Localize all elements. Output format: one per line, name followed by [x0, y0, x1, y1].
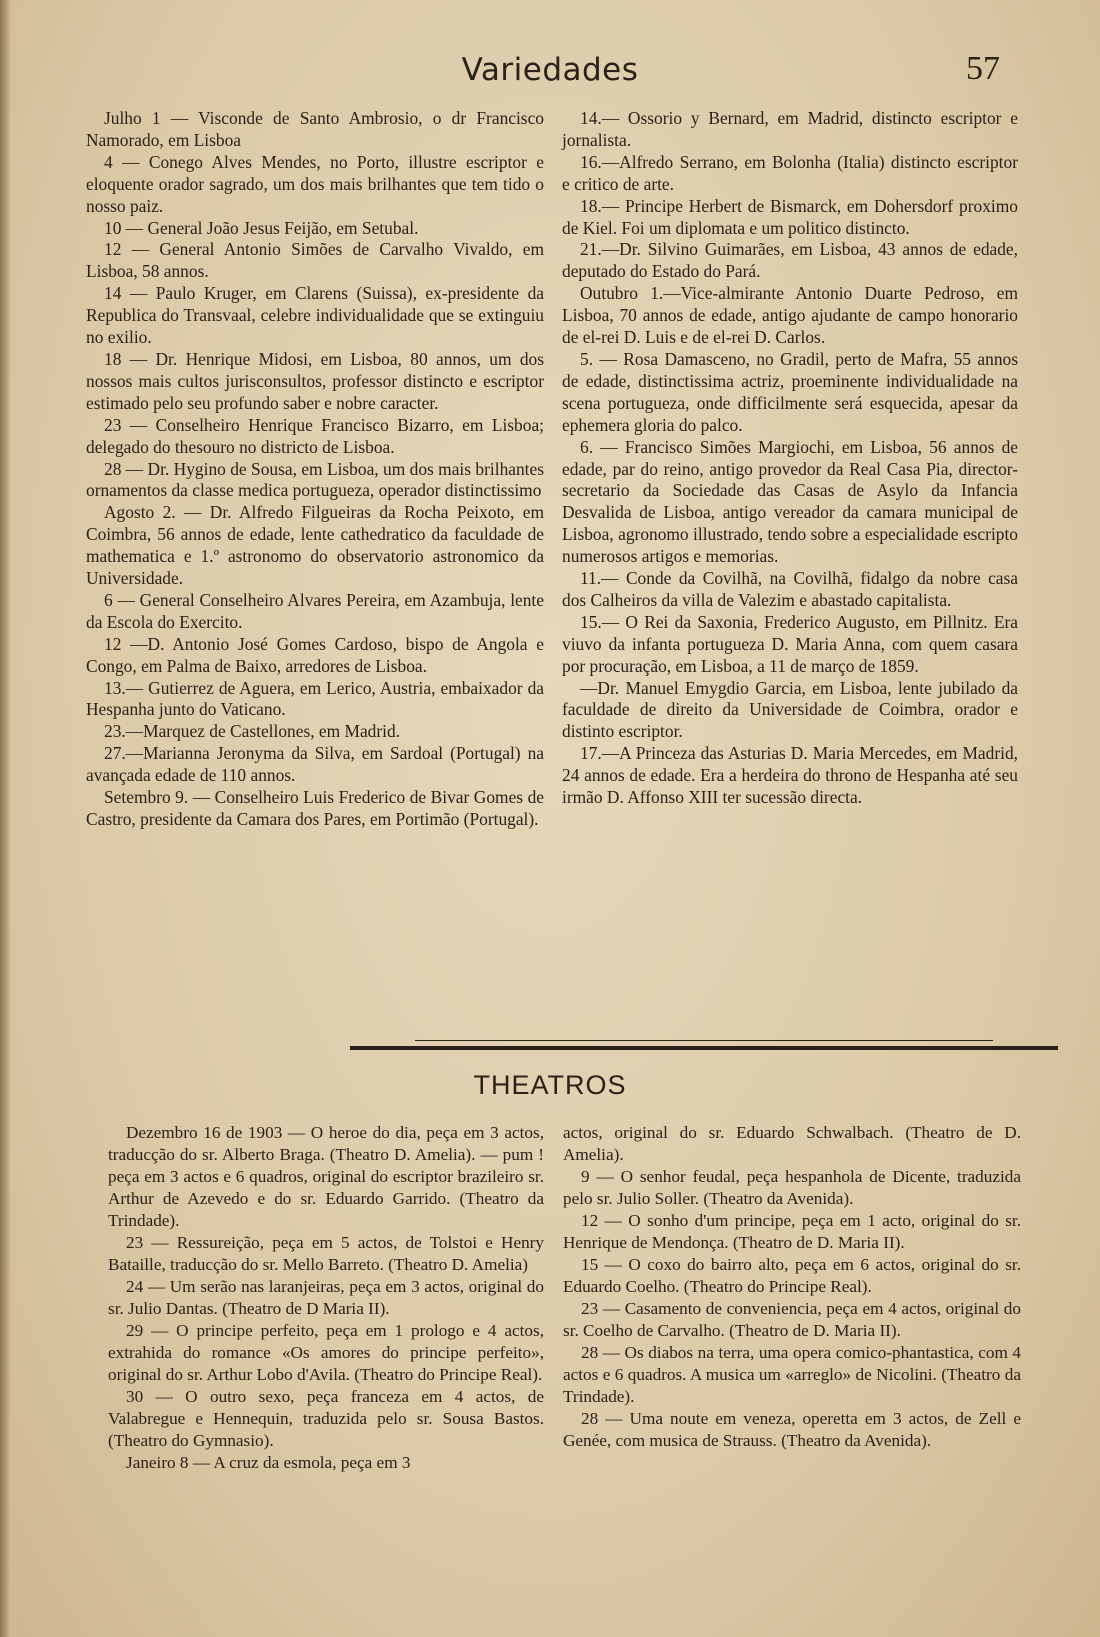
paragraph: 6. — Francisco Simões Margiochi, em Lisboa, 56 annos de edade, par do reino, antigo provedor da Real Casa Pia, director-secretario da Sociedade das Casas de Asylo da Infancia Desvalida de Lisboa, antigo vereador da camara municipal de Lisboa, agronomo illustrado, tendo sobre a especialidade escripto numerosos artigos e memorias.: [562, 436, 1018, 567]
paragraph: 12 — O sonho d'um principe, peça em 1 acto, original do sr. Henrique de Mendonça. (Theatro de D. Maria II).: [563, 1211, 1021, 1252]
paragraph: 14 — Paulo Kruger, em Clarens (Suissa), ex-presidente da Republica do Transvaal, celebre individualidade que se extinguiu no exilio.: [86, 283, 544, 348]
paragraph: Julho 1 — Visconde de Santo Ambrosio, o dr Francisco Namorado, em Lisboa: [86, 108, 544, 150]
paragraph: 28 — Os diabos na terra, uma opera comico-phantastica, com 4 actos e 6 quadros. A musica um «arreglo» de Nicolini. (Theatro da Trindade).: [563, 1343, 1021, 1406]
paragraph: actos, original do sr. Eduardo Schwalbach. (Theatro de D. Amelia).: [563, 1123, 1021, 1164]
paragraph: 24 — Um serão nas laranjeiras, peça em 3 actos, original do sr. Julio Dantas. (Theatro de D Maria II).: [108, 1277, 544, 1318]
paragraph: 13.— Gutierrez de Aguera, em Lerico, Austria, embaixador da Hespanha junto do Vaticano.: [86, 677, 544, 720]
obituaries-left-column: [86, 108, 544, 831]
section-divider: [350, 1046, 1058, 1050]
page-title: Variedades: [461, 52, 639, 88]
paragraph: 10 — General João Jesus Feijão, em Setubal.: [104, 217, 419, 238]
paragraph: 23 — Casamento de conveniencia, peça em 4 actos, original do sr. Coelho de Carvalho. (Theatro de D. Maria II).: [563, 1299, 1021, 1340]
paragraph: 17.—A Princeza das Asturias D. Maria Mercedes, em Madrid, 24 annos de edade. Era a herdeira do throno de Hespanha até seu irmão D. Affonso XIII ter sucessão directa.: [562, 743, 1018, 808]
paragraph: 15.— O Rei da Saxonia, Frederico Augusto, em Pillnitz. Era viuvo da infanta portugueza D. Maria Anna, com quem casara por procuração, em Lisboa, a 11 de março de 1859.: [562, 611, 1018, 676]
paragraph: 12 —D. Antonio José Gomes Cardoso, bispo de Angola e Congo, em Palma de Baixo, arredores de Lisboa.: [86, 633, 544, 676]
paragraph: 14.— Ossorio y Bernard, em Madrid, distincto escriptor e jornalista.: [562, 108, 1018, 150]
paragraph: 11.— Conde da Covilhã, na Covilhã, fidalgo da nobre casa dos Calheiros da villa de Valezim e abastado capitalista.: [562, 568, 1018, 610]
paragraph: 5. — Rosa Damasceno, no Gradil, perto de Mafra, 55 annos de edade, distinctissima actriz, proeminente individualidade na scena portugueza, onde difficilmente será esquecida, apesar da ephemera gloria do palco.: [562, 348, 1018, 435]
divider-thick-rule: [350, 1046, 1058, 1050]
obituaries-right-column: [562, 108, 1018, 809]
paragraph: Agosto 2. — Dr. Alfredo Filgueiras da Rocha Peixoto, em Coimbra, 56 annos de edade, lente cathedratico da faculdade de mathematica e 1.º astronomo do observatorio astronomico da Universidade.: [86, 502, 544, 589]
paragraph: 28 — Dr. Hygino de Sousa, em Lisboa, um dos mais brilhantes ornamentos da classe medica portugueza, operador distinctissimo: [86, 458, 544, 501]
paragraph: 23 — Conselheiro Henrique Francisco Bizarro, em Lisboa; delegado do thesouro no districto de Lisboa.: [86, 414, 544, 457]
paragraph: 21.—Dr. Silvino Guimarães, em Lisboa, 43 annos de edade, deputado do Estado do Pará.: [562, 239, 1018, 282]
paragraph: Dezembro 16 de 1903 — O heroe do dia, peça em 3 actos, traducção do sr. Alberto Braga. (Theatro D. Amelia). — pum ! peça em 3 actos e 6 quadros, original do escriptor brazileiro sr. Arthur de Azevedo e do sr. Eduardo Garrido. (Theatro da Trindade).: [108, 1123, 544, 1230]
paragraph: 23 — Ressureição, peça em 5 actos, de Tolstoi e Henry Bataille, traducção do sr. Mello Barreto. (Theatro D. Amelia): [108, 1233, 544, 1274]
page-number: 57: [966, 50, 1000, 87]
paragraph: Outubro 1.—Vice-almirante Antonio Duarte Pedroso, em Lisboa, 70 annos de edade, antigo ajudante de campo honorario de el-rei D. Luis e de el-rei D. Carlos.: [562, 283, 1018, 348]
paragraph: 4 — Conego Alves Mendes, no Porto, illustre escriptor e eloquente orador sagrado, um dos mais brilhantes que tem tido o nosso paiz.: [86, 151, 544, 216]
paragraph: 12 — General Antonio Simões de Carvalho Vivaldo, em Lisboa, 58 annos.: [86, 239, 544, 282]
paragraph: 29 — O principe perfeito, peça em 1 prologo e 4 actos, extrahida do romance «Os amores do principe perfeito», original do sr. Arthur Lobo d'Avila. (Theatro do Principe Real).: [108, 1321, 544, 1384]
paragraph: 23.—Marquez de Castellones, em Madrid.: [104, 721, 401, 742]
paragraph: 30 — O outro sexo, peça franceza em 4 actos, de Valabregue e Hennequin, traduzida pelo sr. Sousa Bastos. (Theatro do Gymnasio).: [108, 1387, 544, 1450]
theatros-left-column: [108, 1122, 544, 1474]
paragraph: —Dr. Manuel Emygdio Garcia, em Lisboa, lente jubilado da faculdade de direito da Universidade de Coimbra, orador e distinto escriptor.: [562, 677, 1018, 742]
theatros-right-column: [563, 1122, 1021, 1452]
paragraph: 28 — Uma noute em veneza, operetta em 3 actos, de Zell e Genée, com musica de Strauss. (Theatro da Avenida).: [563, 1409, 1021, 1450]
paragraph: 18 — Dr. Henrique Midosi, em Lisboa, 80 annos, um dos nossos mais cultos jurisconsultos, professor distincto e escriptor estimado pelo seu profundo saber e nobre caracter.: [86, 348, 544, 413]
divider-thin-rule: [415, 1040, 993, 1041]
paragraph: 9 — O senhor feudal, peça hespanhola de Dicente, traduzida pelo sr. Julio Soller. (Theatro da Avenida).: [563, 1167, 1021, 1208]
paragraph: 16.—Alfredo Serrano, em Bolonha (Italia) distincto escriptor e critico de arte.: [562, 151, 1018, 194]
paragraph: Janeiro 8 — A cruz da esmola, peça em 3: [126, 1453, 411, 1472]
paragraph: Setembro 9. — Conselheiro Luis Frederico de Bivar Gomes de Castro, presidente da Camara dos Pares, em Portimão (Portugal).: [86, 787, 544, 829]
paragraph: 27.—Marianna Jeronyma da Silva, em Sardoal (Portugal) na avançada edade de 110 annos.: [86, 743, 544, 786]
page-edge: [0, 0, 10, 1637]
paragraph: 18.— Principe Herbert de Bismarck, em Dohersdorf proximo de Kiel. Foi um diplomata e um politico distincto.: [562, 195, 1018, 238]
paragraph: 15 — O coxo do bairro alto, peça em 6 actos, original do sr. Eduardo Coelho. (Theatro do Principe Real).: [563, 1255, 1021, 1296]
section-heading: THEATROS: [473, 1070, 627, 1100]
paragraph: 6 — General Conselheiro Alvares Pereira, em Azambuja, lente da Escola do Exercito.: [86, 589, 544, 632]
